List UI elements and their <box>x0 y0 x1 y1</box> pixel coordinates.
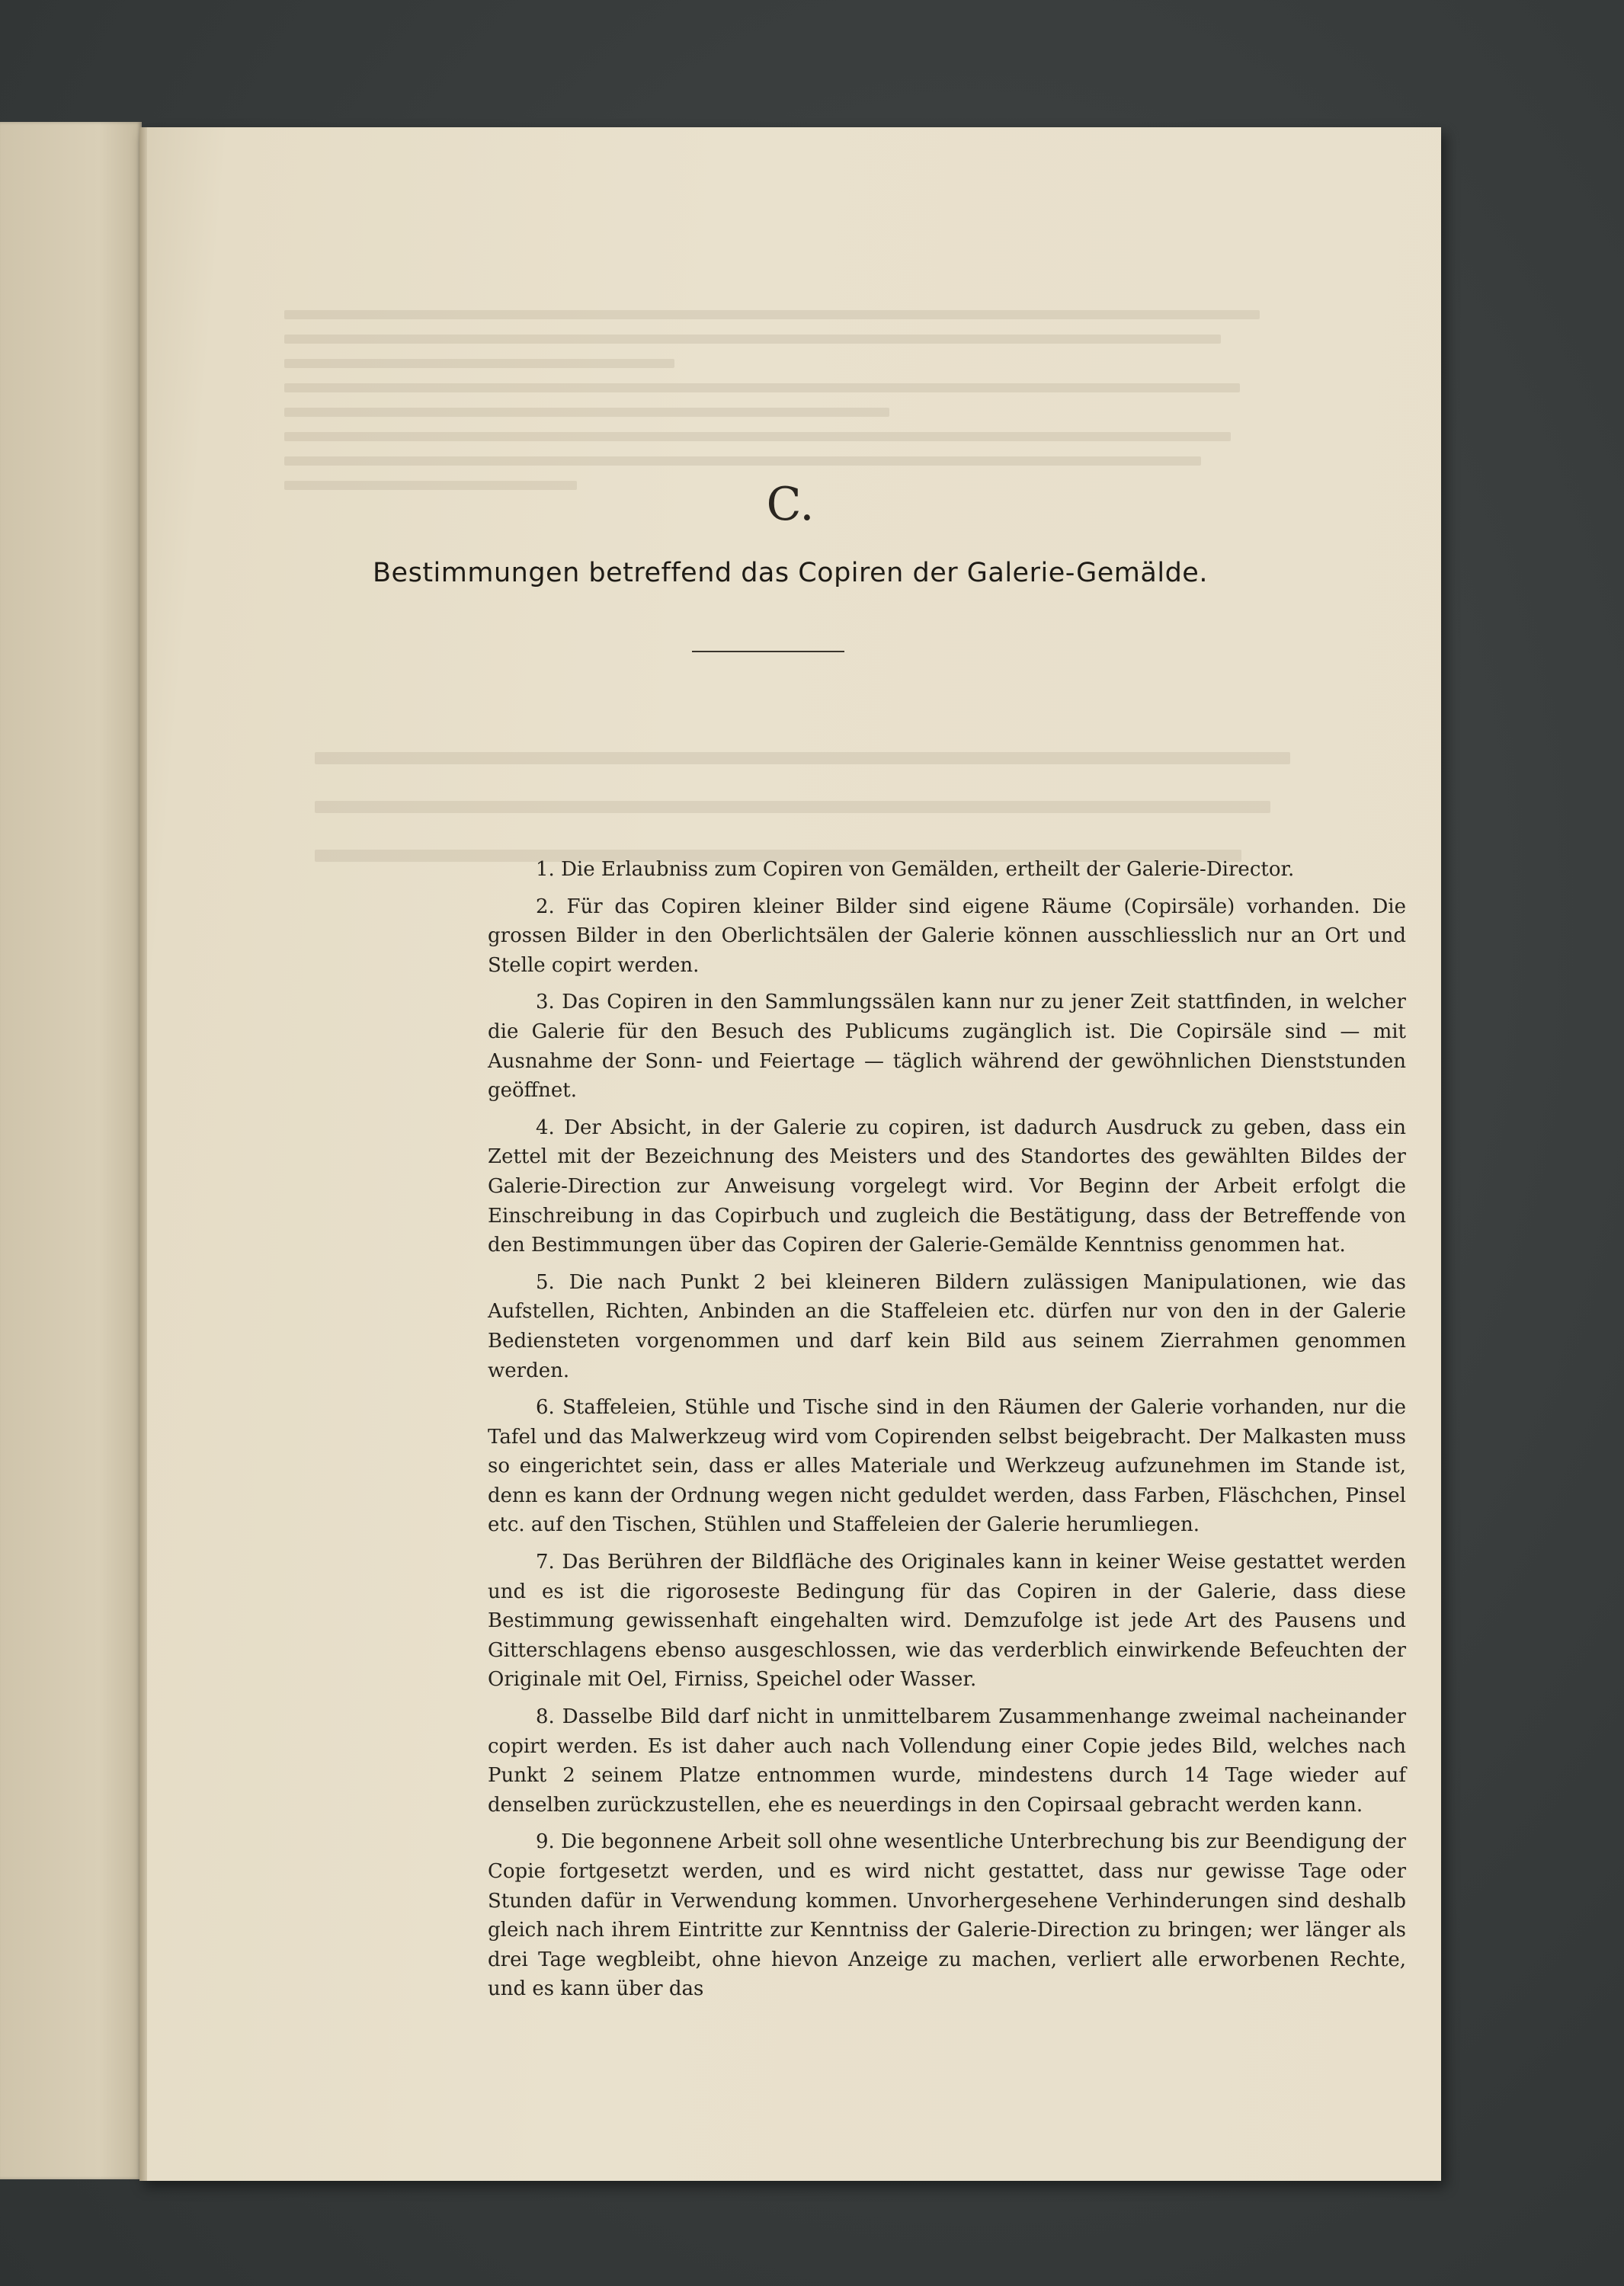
regulations-body <box>488 855 1406 2012</box>
paragraph-3: 3. Das Copiren in den Sammlungssälen kann nur zu jener Zeit stattfinden, in welcher die Galerie für den Besuch des Publicums zugänglich ist. Die Copirsäle sind — mit Ausnahme der Sonn- und Feiertage — täglich während der gewöhnlichen Dienststunden geöffnet. <box>488 991 1406 1103</box>
show-through-upper <box>284 310 1260 505</box>
paragraph-9: 9. Die begonnene Arbeit soll ohne wesentliche Unterbrechung bis zur Beendigung der Copie fortgesetzt werden, und es wird nicht gestattet, dass nur gewisse Tage oder Stunden dafür in Verwendung kommen. Unvorhergesehene Verhinderungen sind deshalb gleich nach ihrem Eintritte zur Kenntniss der Galerie-Direction zu bringen; wer länger als drei Tage wegbleibt, ohne hievon Anzeige zu machen, verliert alle erworbenen Rechte, und es kann über das <box>488 1830 1406 2001</box>
paragraph-8: 8. Dasselbe Bild darf nicht in unmittelbarem Zusammenhange zweimal nacheinander copirt werden. Es ist daher auch nach Vollendung einer Copie jedes Bild, welches nach Punkt 2 seinem Platze entnommen wurde, mindestens durch 14 Tage wieder auf denselben zurückzustellen, ehe es neuerdings in den Copirsaal gebracht werden kann. <box>488 1705 1406 1817</box>
paragraph-6: 6. Staffeleien, Stühle und Tische sind in den Räumen der Galerie vorhanden, nur die Tafel und das Malwerkzeug wird vom Copirenden selbst beigebracht. Der Malkasten muss so eingerichtet sein, dass er alles Materiale und Werkzeug aufzunehmen im Stande ist, denn es kann der Ordnung wegen nicht geduldet werden, dass Farben, Fläschchen, Pinsel etc. auf den Tischen, Stühlen und Staffeleien der Galerie herumliegen. <box>488 1396 1406 1537</box>
document-page <box>139 127 1441 2181</box>
title-divider <box>692 651 844 652</box>
paragraph-1: 1. Die Erlaubniss zum Copiren von Gemälden, ertheilt der Galerie-Director. <box>536 858 1295 881</box>
page-title: Bestimmungen betreffend das Copiren der Galerie-Gemälde. <box>373 558 1208 588</box>
facing-page-edge <box>0 122 142 2179</box>
page-gutter <box>139 127 147 2181</box>
section-letter: C. <box>766 478 815 531</box>
paragraph-5: 5. Die nach Punkt 2 bei kleineren Bildern zulässigen Manipulationen, wie das Aufstellen, Richten, Anbinden an die Staffeleien etc. dürfen nur von den in der Galerie Bediensteten vorgenommen und darf kein Bild aus seinem Zierrahmen genommen werden. <box>488 1270 1406 1382</box>
paragraph-2: 2. Für das Copiren kleiner Bilder sind eigene Räume (Copirsäle) vorhanden. Die grossen Bilder in den Oberlichtsälen der Galerie können ausschliesslich nur an Ort und Stelle copirt werden. <box>488 895 1406 977</box>
paragraph-7: 7. Das Berühren der Bildfläche des Originales kann in keiner Weise gestattet werden und es ist die rigoroseste Bedingung für das Copiren in der Galerie, dass diese Bestimmung gewissenhaft eingehalten wird. Demzufolge ist jede Art des Pausens und Gitterschlagens ebenso ausgeschlossen, wie das verderblich einwirkende Befeuchten der Originale mit Oel, Firniss, Speichel oder Wasser. <box>488 1551 1406 1692</box>
paragraph-4: 4. Der Absicht, in der Galerie zu copiren, ist dadurch Ausdruck zu geben, dass ein Zettel mit der Bezeichnung des Meisters und des Standortes des gewählten Bildes der Galerie-Direction zur Anweisung vorgelegt wird. Vor Beginn der Arbeit erfolgt die Einschreibung in das Copirbuch und zugleich die Bestätigung, dass der Betreffende von den Bestimmungen über das Copiren der Galerie-Gemälde Kenntniss genommen hat. <box>488 1116 1406 1257</box>
